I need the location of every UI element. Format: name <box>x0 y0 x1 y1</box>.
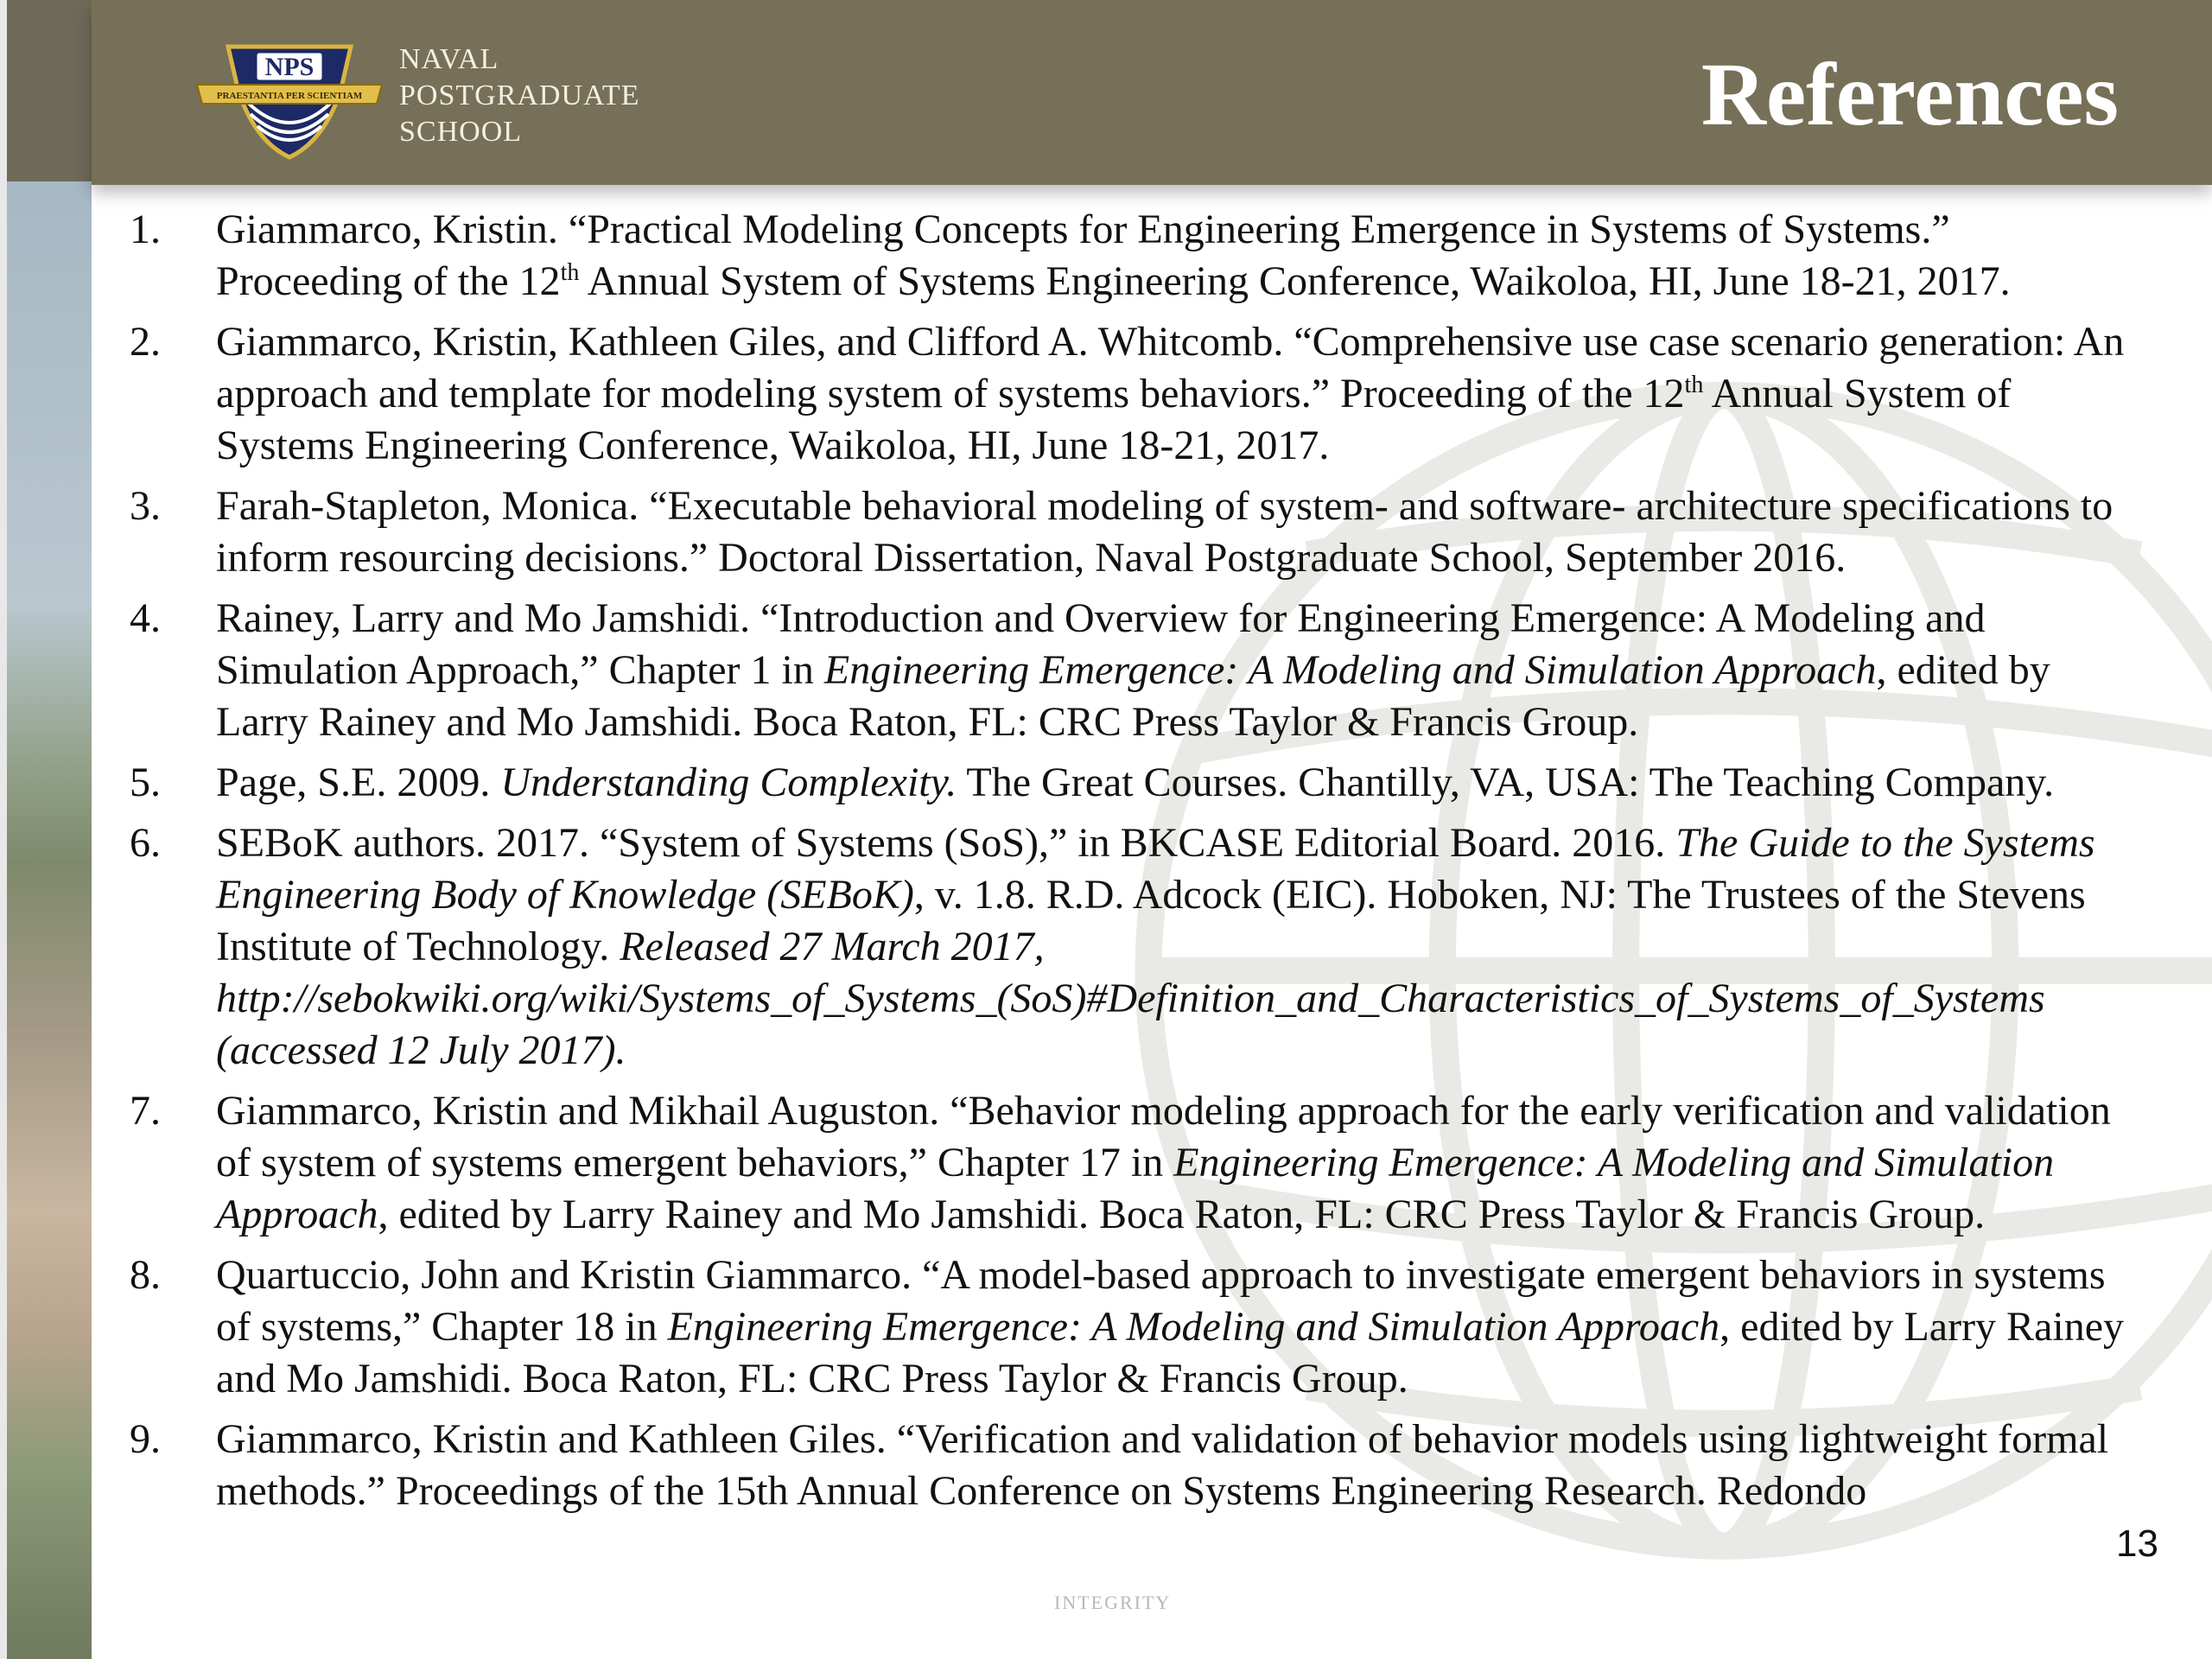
reference-item <box>130 593 2143 748</box>
reference-item <box>130 204 2143 308</box>
reference-text: Farah-Stapleton, Monica. “Executable behavioral modeling of system- and software- architecture specifications to inform resourcing decisions.” Doctoral Dissertation, Naval Postgraduate School, September 2016. <box>216 483 2113 581</box>
school-name-line-2: POSTGRADUATE <box>399 79 640 111</box>
reference-text: , edited by Larry Rainey and Mo Jamshidi. Boca Raton, FL: CRC Press Taylor & Francis Group. <box>216 647 2050 745</box>
reference-text: Quartuccio, John and Kristin Giammarco. “A model-based approach to investigate emergent behaviors in systems of systems,” Chapter 18 in <box>216 1252 2106 1350</box>
reference-text: , v. 1.8. R.D. Adcock (EIC). Hoboken, NJ: The Trustees of the Stevens Institute of Technology. <box>216 872 2086 969</box>
reference-text: Giammarco, Kristin and Mikhail Auguston. “Behavior modeling approach for the early verification and validation of system of systems emergent behaviors,” Chapter 17 in <box>216 1088 2111 1185</box>
reference-text: Rainey, Larry and Mo Jamshidi. “Introduction and Overview for Engineering Emergence: A Modeling and Simulation Approach,” Chapter 1 in <box>216 595 1986 693</box>
reference-superscript: th <box>560 259 580 286</box>
reference-italic-text: Understanding Complexity. <box>500 760 957 805</box>
reference-text: Giammarco, Kristin, Kathleen Giles, and Clifford A. Whitcomb. “Comprehensive use case scenario generation: An approach and template for modeling system of systems behaviors.” Proceeding of the 12 <box>216 319 2125 416</box>
left-photo-strip <box>0 0 92 1659</box>
integrity-watermark: INTEGRITY <box>1054 1592 1172 1613</box>
reference-number: 6. <box>130 820 161 866</box>
reference-number: 4. <box>130 595 161 641</box>
nps-crest-logo-icon <box>194 31 385 161</box>
reference-number: 7. <box>130 1088 161 1134</box>
reference-item <box>130 316 2143 472</box>
school-name <box>399 41 639 150</box>
reference-number: 2. <box>130 319 161 365</box>
svg-text:NPS: NPS <box>264 53 315 81</box>
reference-item <box>130 480 2143 584</box>
reference-text: Giammarco, Kristin and Kathleen Giles. “Verification and validation of behavior models using lightweight formal methods.” Proceedings of the 15th Annual Conference on Systems Engineering Research. Redondo <box>216 1416 2109 1514</box>
reference-text: , edited by Larry Rainey and Mo Jamshidi. Boca Raton, FL: CRC Press Taylor & Francis Group. <box>378 1192 1986 1237</box>
reference-text: The Great Courses. Chantilly, VA, USA: The Teaching Company. <box>957 760 2055 805</box>
slide-header <box>92 0 2212 185</box>
reference-item <box>130 817 2143 1077</box>
reference-text: Annual System of Systems Engineering Conference, Waikoloa, HI, June 18-21, 2017. <box>579 258 2011 304</box>
school-name-line-3: SCHOOL <box>399 116 523 148</box>
reference-text: Page, S.E. 2009. <box>216 760 501 805</box>
page-number: 13 <box>2116 1522 2158 1565</box>
reference-italic-text: The Guide to the Systems Engineering Body of Knowledge (SEBoK) <box>216 820 2095 918</box>
reference-number: 5. <box>130 760 161 805</box>
school-name-line-1: NAVAL <box>399 43 499 75</box>
reference-superscript: th <box>1684 372 1704 398</box>
reference-number: 1. <box>130 207 161 252</box>
reference-italic-text: Engineering Emergence: A Modeling and Simulation Approach <box>823 647 1877 693</box>
reference-number: 8. <box>130 1252 161 1298</box>
left-edge-shade <box>0 0 7 1659</box>
reference-text: , edited by Larry Rainey and Mo Jamshidi. Boca Raton, FL: CRC Press Taylor & Francis Group. <box>216 1304 2125 1402</box>
reference-item <box>130 1085 2143 1241</box>
references-list <box>130 204 2143 1526</box>
reference-item <box>130 1414 2143 1517</box>
reference-item <box>130 1249 2143 1405</box>
reference-italic-text: Released 27 March 2017, http://sebokwiki.org/wiki/Systems_of_Systems_(SoS)#Definition_and_Characteristics_of_Systems_of_Systems (accessed 12 July 2017). <box>216 924 2045 1073</box>
reference-number: 9. <box>130 1416 161 1462</box>
reference-number: 3. <box>130 483 161 529</box>
reference-text: SEBoK authors. 2017. “System of Systems (SoS),” in BKCASE Editorial Board. 2016. <box>216 820 1676 866</box>
reference-italic-text: Engineering Emergence: A Modeling and Simulation Approach <box>216 1140 2055 1237</box>
slide-title: References <box>1700 45 2119 144</box>
reference-item <box>130 757 2143 809</box>
reference-text: Giammarco, Kristin. “Practical Modeling Concepts for Engineering Emergence in Systems of Systems.” Proceeding of the 12 <box>216 207 1950 304</box>
reference-italic-text: Engineering Emergence: A Modeling and Simulation Approach <box>667 1304 1720 1350</box>
reference-text: Annual System of Systems Engineering Conference, Waikoloa, HI, June 18-21, 2017. <box>216 371 2012 468</box>
svg-text:PRAESTANTIA PER SCIENTIAM: PRAESTANTIA PER SCIENTIAM <box>216 91 363 101</box>
